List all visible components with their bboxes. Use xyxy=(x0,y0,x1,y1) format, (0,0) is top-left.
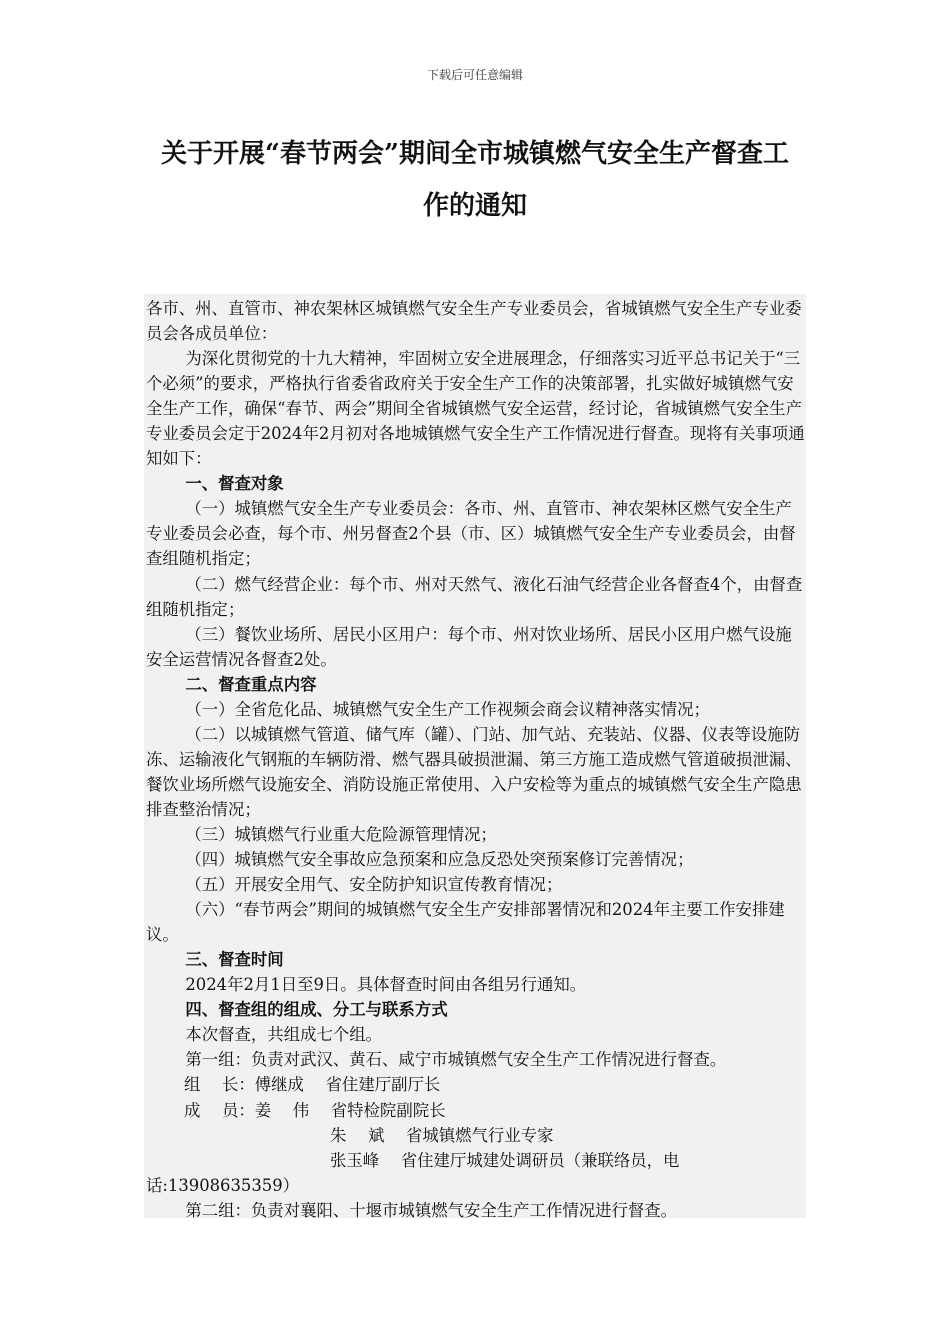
group-1-description: 第一组：负责对武汉、黄石、咸宁市城镇燃气安全生产工作情况进行督查。 xyxy=(185,1050,727,1070)
title-line-1: 关于开展“春节两会”期间全市城镇燃气安全生产督查工 xyxy=(161,139,789,169)
section-1-item-1: （一）城镇燃气安全生产专业委员会：各市、州、直管市、神农架林区燃气安全生产专业委员会必查，每个市、州另督查2个县（市、区）城镇燃气安全生产专业委员会，由督查组随机指定； xyxy=(146,499,796,569)
title-line-2: 作的通知 xyxy=(422,191,527,221)
section-2-item-5: （五）开展安全用气、安全防护知识宣传教育情况； xyxy=(185,875,563,895)
section-2-item-4: （四）城镇燃气安全事故应急预案和应急反恐处突预案修订完善情况； xyxy=(185,850,694,870)
document-body xyxy=(144,294,806,1218)
section-2-item-1: （一）全省危化品、城镇燃气安全生产工作视频会商会议精神落实情况； xyxy=(185,699,710,719)
group-1-member-1: 成 员：姜 伟 省特检院副院长 xyxy=(184,1100,446,1120)
section-4-heading: 四、督查组的组成、分工与联系方式 xyxy=(185,1000,448,1020)
section-2-item-6: （六）“春节两会”期间的城镇燃气安全生产安排部署情况和2024年主要工作安排建议。 xyxy=(146,900,785,945)
group-1-member-3: 张玉峰 省住建厅城建处调研员（兼联络员，电 xyxy=(330,1150,680,1170)
group-1-member-3-phone: 话:13908635359） xyxy=(146,1175,300,1195)
document-title xyxy=(140,128,810,232)
section-4-text: 本次督查，共组成七个组。 xyxy=(185,1025,383,1045)
header-note: 下载后可任意编辑 xyxy=(426,68,523,82)
section-1-item-3: （三）餐饮业场所、居民小区用户：每个市、州对饮业场所、居民小区用户燃气设施安全运营情况各督查2处。 xyxy=(146,624,792,669)
section-2-item-2: （二）以城镇燃气管道、储气库（罐）、门站、加气站、充装站、仪器、仪表等设施防冻、运输液化气钢瓶的车辆防滑、燃气器具破损泄漏、第三方施工造成燃气管道破损泄漏、餐饮业场所燃气设施安全、消防设施正常使用、入户安检等为重点的城镇燃气安全生产隐患排查整治情况； xyxy=(146,724,802,819)
group-1-member-2: 朱 斌 省城镇燃气行业专家 xyxy=(330,1125,554,1145)
section-3-heading: 三、督查时间 xyxy=(185,950,284,970)
group-1-leader: 组 长：傅继成 省住建厅副厅长 xyxy=(184,1075,441,1095)
section-1-heading: 一、督查对象 xyxy=(185,474,284,494)
section-2-item-3: （三）城镇燃气行业重大危险源管理情况； xyxy=(185,824,497,844)
section-2-heading: 二、督查重点内容 xyxy=(185,674,317,694)
section-3-text: 2024年2月1日至9日。具体督查时间由各组另行通知。 xyxy=(185,975,587,995)
intro-paragraph: 为深化贯彻党的十九大精神，牢固树立安全进展理念，仔细落实习近平总书记关于“三个必须”的要求，严格执行省委省政府关于安全生产工作的决策部署，扎实做好城镇燃气安全生产工作，确保“春节、两会”期间全省城镇燃气安全运营，经讨论，省城镇燃气安全生产专业委员会定于2024年2月初对各地城镇燃气安全生产工作情况进行督查。现将有关事项通知如下： xyxy=(146,349,805,469)
salutation: 各市、州、直管市、神农架林区城镇燃气安全生产专业委员会，省城镇燃气安全生产专业委员会各成员单位： xyxy=(146,299,802,344)
group-2-description: 第二组：负责对襄阳、十堰市城镇燃气安全生产工作情况进行督查。 xyxy=(185,1200,678,1220)
section-1-item-2: （二）燃气经营企业：每个市、州对天然气、液化石油气经营企业各督查4个，由督查组随机指定； xyxy=(146,574,803,619)
